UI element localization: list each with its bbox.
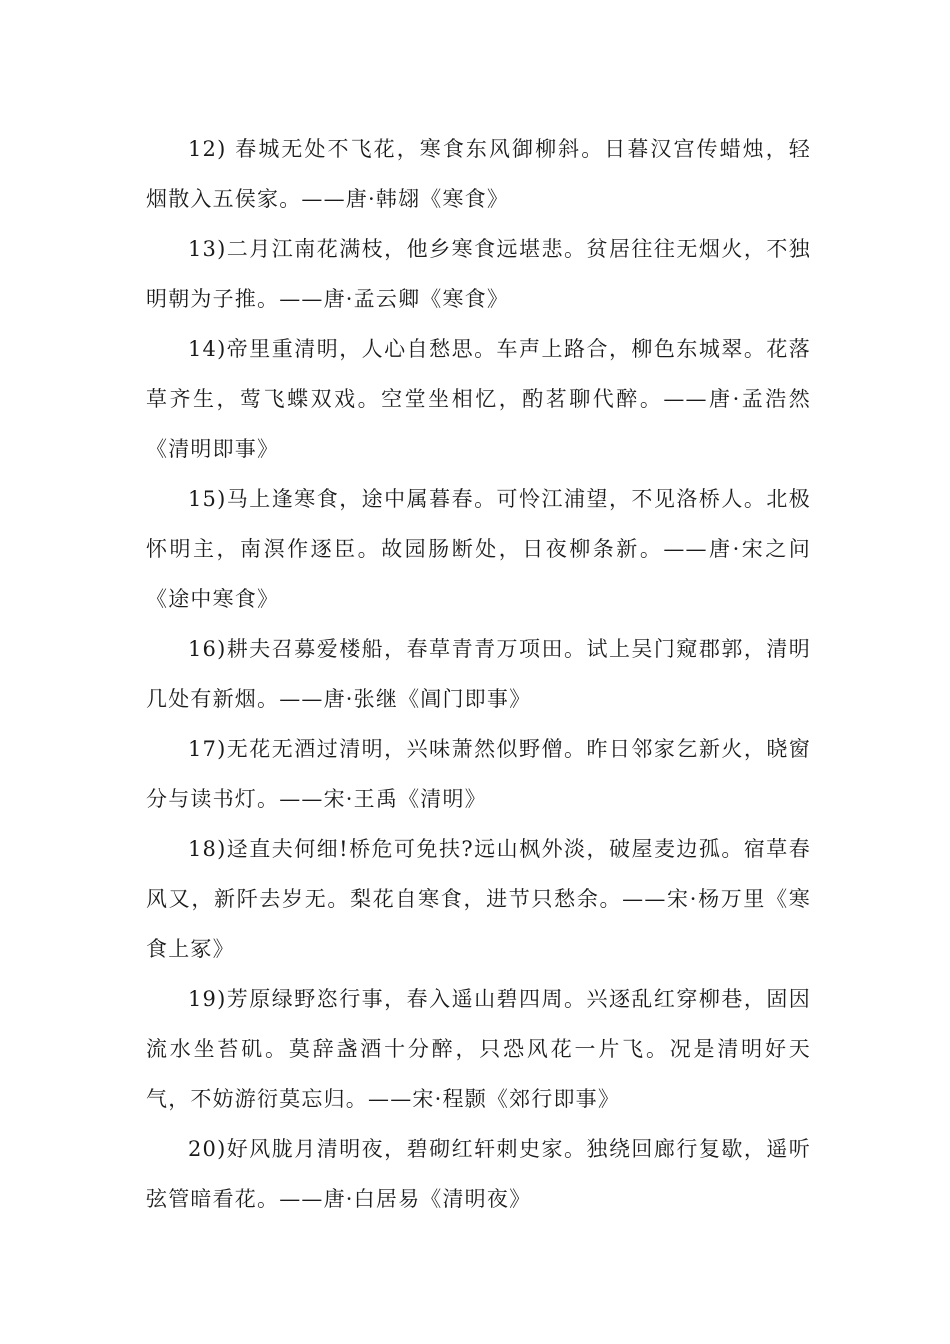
poem-entry-20: 20)好风胧月清明夜，碧砌红轩刺史家。独绕回廊行复歇，遥听弦管暗看花。——唐·白居易《清明夜》 <box>146 1137 811 1211</box>
poem-entry-12: 12) 春城无处不飞花，寒食东风御柳斜。日暮汉宫传蜡烛，轻烟散入五侯家。——唐·韩翃《寒食》 <box>146 137 811 211</box>
poem-entry-17: 17)无花无酒过清明，兴味萧然似野僧。昨日邻家乞新火，晓窗分与读书灯。——宋·王禹《清明》 <box>146 737 811 811</box>
poem-list <box>146 124 811 1224</box>
poem-entry-16: 16)耕夫召募爱楼船，春草青青万项田。试上吴门窥郡郭，清明几处有新烟。——唐·张继《阊门即事》 <box>146 637 811 711</box>
poem-entry-14: 14)帝里重清明，人心自愁思。车声上路合，柳色东城翠。花落草齐生，莺飞蝶双戏。空堂坐相忆，酌茗聊代醉。——唐·孟浩然《清明即事》 <box>146 337 811 461</box>
poem-entry-19: 19)芳原绿野恣行事，春入遥山碧四周。兴逐乱红穿柳巷，固因流水坐苔矶。莫辞盏酒十分醉，只恐风花一片飞。况是清明好天气，不妨游衍莫忘归。——宋·程颢《郊行即事》 <box>146 987 811 1111</box>
poem-entry-15: 15)马上逢寒食，途中属暮春。可怜江浦望，不见洛桥人。北极怀明主，南溟作逐臣。故园肠断处，日夜柳条新。——唐·宋之问《途中寒食》 <box>146 487 811 611</box>
poem-entry-13: 13)二月江南花满枝，他乡寒食远堪悲。贫居往往无烟火，不独明朝为子推。——唐·孟云卿《寒食》 <box>146 237 811 311</box>
poem-entry-18: 18)迳直夫何细!桥危可免扶?远山枫外淡，破屋麦边孤。宿草春风又，新阡去岁无。梨花自寒食，进节只愁余。——宋·杨万里《寒食上冢》 <box>146 837 811 961</box>
